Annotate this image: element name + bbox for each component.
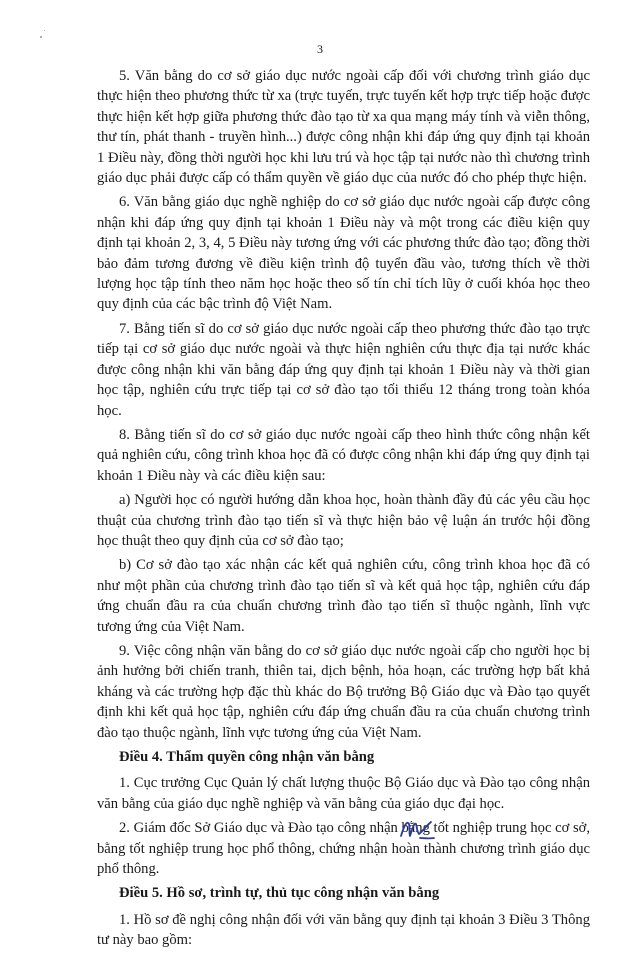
paragraph: 8. Bằng tiến sĩ do cơ sở giáo dục nước ngoài cấp theo hình thức công nhận kết quả nghiên cứu, công trình khoa học đã có được công nhận khi đáp ứng quy định tại khoản 1 Điều này và các điều kiện sau:	[97, 426, 590, 484]
scan-speck	[40, 36, 42, 38]
page-number: 3	[317, 42, 323, 56]
paragraph: a) Người học có người hướng dẫn khoa học, hoàn thành đầy đủ các yêu cầu học thuật của chương trình đào tạo tiến sĩ và thực hiện bảo vệ luận án trước hội đồng học thuật theo quy định của cơ sở đào tạo;	[97, 492, 590, 549]
handwritten-initials-signature	[398, 812, 438, 848]
paragraph: 6. Văn bằng giáo dục nghề nghiệp do cơ sở giáo dục nước ngoài cấp được công nhận khi đáp ứng quy định tại khoản 1 Điều này và một trong các điều kiện quy định tại khoản 2, 3, 4, 5 Điều này tương ứng với các phương thức đào tạo; đồng thời bảo đảm tương đương về điều kiện trình độ tuyển đầu vào, tương thích về thời lượng học tập tính theo năm học hoặc theo số tín chỉ tích lũy ở cuối khóa học theo quy định của các bậc trình độ Việt Nam.	[97, 194, 590, 313]
paragraph: 5. Văn bằng do cơ sở giáo dục nước ngoài cấp đối với chương trình giáo dục thực hiện theo phương thức từ xa (trực tuyến, trực tuyến kết hợp trực tiếp hoặc được thực hiện kết hợp giữa phương thức đào tạo từ xa qua mạng máy tính và viễn thông, thư tín, phát thanh - truyền hình...) được công nhận khi đáp ứng quy định tại khoản 1 Điều này, đồng thời người học khi lưu trú và học tập tại nước nào thì chương trình giáo dục phải được cấp có thẩm quyền về giáo dục của nước đó cho phép thực hiện.	[97, 68, 590, 187]
paragraph: 9. Việc công nhận văn bằng do cơ sở giáo dục nước ngoài cấp cho người học bị ảnh hưởng bởi chiến tranh, thiên tai, dịch bệnh, hỏa hoạn, các trường hợp bất khả kháng và các trường hợp đặc thù khác do Bộ trưởng Bộ Giáo dục và Đào tạo quyết định khi kết quả học tập, nghiên cứu đáp ứng chuẩn đầu ra của chuẩn chương trình đào tạo thuộc ngành, lĩnh vực tương ứng của Việt Nam.	[97, 642, 590, 741]
paragraph: 7. Bằng tiến sĩ do cơ sở giáo dục nước ngoài cấp theo phương thức đào tạo trực tiếp tại cơ sở giáo dục nước ngoài và thực hiện nghiên cứu thực địa tại nước khác được công nhận khi văn bằng đáp ứng quy định tại khoản 1 Điều này và thời gian học tập, nghiên cứu trực tiếp tại cơ sở đào tạo tối thiểu 12 tháng trong toàn khóa học.	[97, 320, 590, 419]
document-body	[97, 66, 590, 955]
paragraph: 2. Giám đốc Sở Giáo dục và Đào tạo công nhận bằng tốt nghiệp trung học cơ sở, bằng tốt nghiệp trung học phổ thông, chứng nhận hoàn thành chương trình giáo dục phổ thông.	[97, 820, 590, 878]
paragraph: 1. Hồ sơ đề nghị công nhận đối với văn bằng quy định tại khoản 3 Điều 3 Thông tư này bao gồm:	[97, 911, 590, 949]
scan-speck	[44, 30, 45, 31]
article-heading: Điều 5. Hồ sơ, trình tự, thủ tục công nhận văn bằng	[119, 885, 440, 902]
paragraph: b) Cơ sở đào tạo xác nhận các kết quả nghiên cứu, công trình khoa học đã có như một phần của chương trình đào tạo tiến sĩ và kết quả học tập, nghiên cứu đáp ứng chuẩn đầu ra của chuẩn chương trình đào tạo tiến sĩ thuộc ngành, lĩnh vực tương ứng của Việt Nam.	[97, 557, 590, 635]
paragraph: 1. Cục trưởng Cục Quản lý chất lượng thuộc Bộ Giáo dục và Đào tạo công nhận văn bằng của giáo dục nghề nghiệp và văn bằng của giáo dục đại học.	[97, 775, 590, 812]
article-heading: Điều 4. Thẩm quyền công nhận văn bằng	[119, 749, 375, 765]
